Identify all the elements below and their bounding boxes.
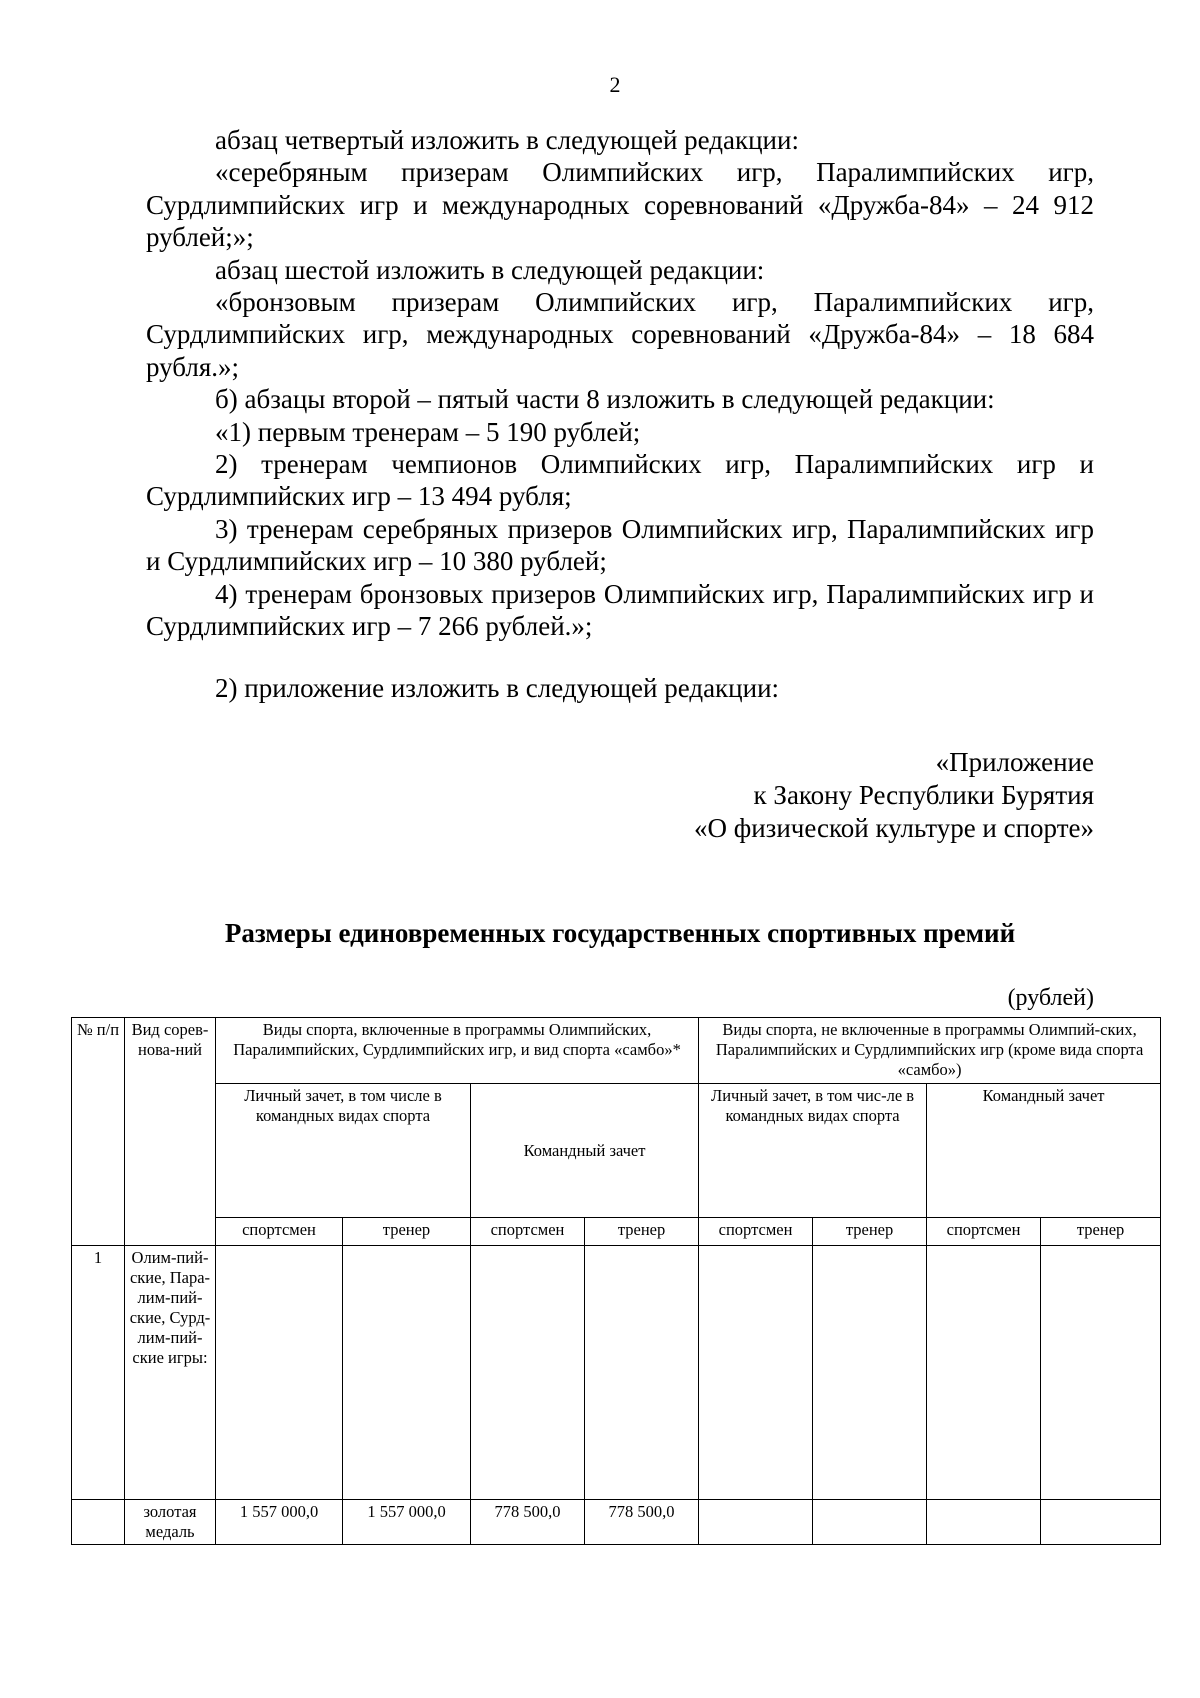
table-cell <box>343 1246 471 1500</box>
table-cell <box>1041 1500 1161 1545</box>
paragraph-4: «бронзовым призерам Олимпийских игр, Паралимпийских игр, Сурдлимпийских игр, международных соревнований «Дружба-84» – 18 684 рубля.»; <box>146 287 1094 382</box>
header-team-non-olympic: Командный зачет <box>927 1084 1161 1218</box>
row-name: золотая медаль <box>125 1500 216 1545</box>
value-cell: 778 500,0 <box>471 1500 585 1545</box>
header-individual-non-olympic: Личный зачет, в том чис-ле в командных видах спорта <box>699 1084 927 1218</box>
paragraph-5: б) абзацы второй – пятый части 8 изложить в следующей редакции: <box>215 384 995 415</box>
header-competition: Вид сорев-нова-ний <box>125 1018 216 1246</box>
row-name: Олим-пий-ские, Пара-лим-пий-ские, Сурд-лим-пий-ские игры: <box>125 1246 216 1500</box>
table-cell <box>585 1246 699 1500</box>
header-coach: тренер <box>1041 1218 1161 1246</box>
appendix-line-2: к Закону Республики Бурятия <box>753 780 1094 810</box>
header-athlete: спортсмен <box>471 1218 585 1246</box>
page-number: 2 <box>609 72 621 97</box>
row-number <box>72 1500 125 1545</box>
value-cell: 1 557 000,0 <box>343 1500 471 1545</box>
header-coach: тренер <box>585 1218 699 1246</box>
header-individual-olympic: Личный зачет, в том числе в командных видах спорта <box>216 1084 471 1218</box>
table-cell <box>927 1246 1041 1500</box>
header-non-olympic-group: Виды спорта, не включенные в программы Олимпий-ских, Паралимпийских и Сурдлимпийских игр (кроме вида спорта «самбо») <box>699 1018 1161 1084</box>
value-cell: 778 500,0 <box>585 1500 699 1545</box>
body-text <box>146 124 1094 704</box>
paragraph-3: абзац шестой изложить в следующей редакции: <box>215 254 765 285</box>
header-olympic-group: Виды спорта, включенные в программы Олимпийских, Паралимпийских, Сурдлимпийских игр, и вид спорта «самбо»* <box>216 1018 699 1084</box>
appendix-heading <box>600 746 1094 845</box>
paragraph-8: 3) тренерам серебряных призеров Олимпийских игр, Паралимпийских игр и Сурдлимпийских игр – 10 380 рублей; <box>146 513 1094 577</box>
header-athlete: спортсмен <box>927 1218 1041 1246</box>
header-athlete: спортсмен <box>699 1218 813 1246</box>
unit-label: (рублей) <box>1007 985 1094 1011</box>
header-team-olympic: Командный зачет <box>471 1084 699 1218</box>
table-cell <box>216 1246 343 1500</box>
header-number: № п/п <box>72 1018 125 1246</box>
header-coach: тренер <box>343 1218 471 1246</box>
paragraph-7: 2) тренерам чемпионов Олимпийских игр, Паралимпийских игр и Сурдлимпийских игр – 13 494 рубля; <box>146 449 1094 512</box>
table-cell <box>699 1246 813 1500</box>
paragraph-10: 2) приложение изложить в следующей редакции: <box>215 672 780 703</box>
table-cell <box>471 1246 585 1500</box>
paragraph-9: 4) тренерам бронзовых призеров Олимпийских игр, Паралимпийских игр и Сурдлимпийских игр – 7 266 рублей.»; <box>146 578 1094 642</box>
row-number: 1 <box>72 1246 125 1500</box>
header-athlete: спортсмен <box>216 1218 343 1246</box>
award-table <box>71 1017 1161 1545</box>
paragraph-6: «1) первым тренерам – 5 190 рублей; <box>215 416 641 447</box>
paragraph-1: абзац четвертый изложить в следующей редакции: <box>215 125 799 155</box>
table-row <box>72 1500 1161 1545</box>
header-coach: тренер <box>813 1218 927 1246</box>
table-cell <box>1041 1246 1161 1500</box>
table-cell <box>927 1500 1041 1545</box>
table-cell <box>813 1500 927 1545</box>
paragraph-2: «серебряным призерам Олимпийских игр, Паралимпийских игр, Сурдлимпийских игр и международных соревнований «Дружба-84» – 24 912 рублей;»; <box>146 157 1094 253</box>
value-cell: 1 557 000,0 <box>216 1500 343 1545</box>
table-cell <box>699 1500 813 1545</box>
table-cell <box>813 1246 927 1500</box>
appendix-line-3: «О физической культуре и спорте» <box>693 813 1094 843</box>
document-title: Размеры единовременных государственных спортивных премий <box>224 918 1016 948</box>
appendix-line-1: «Приложение <box>935 747 1094 777</box>
table-row <box>72 1246 1161 1500</box>
